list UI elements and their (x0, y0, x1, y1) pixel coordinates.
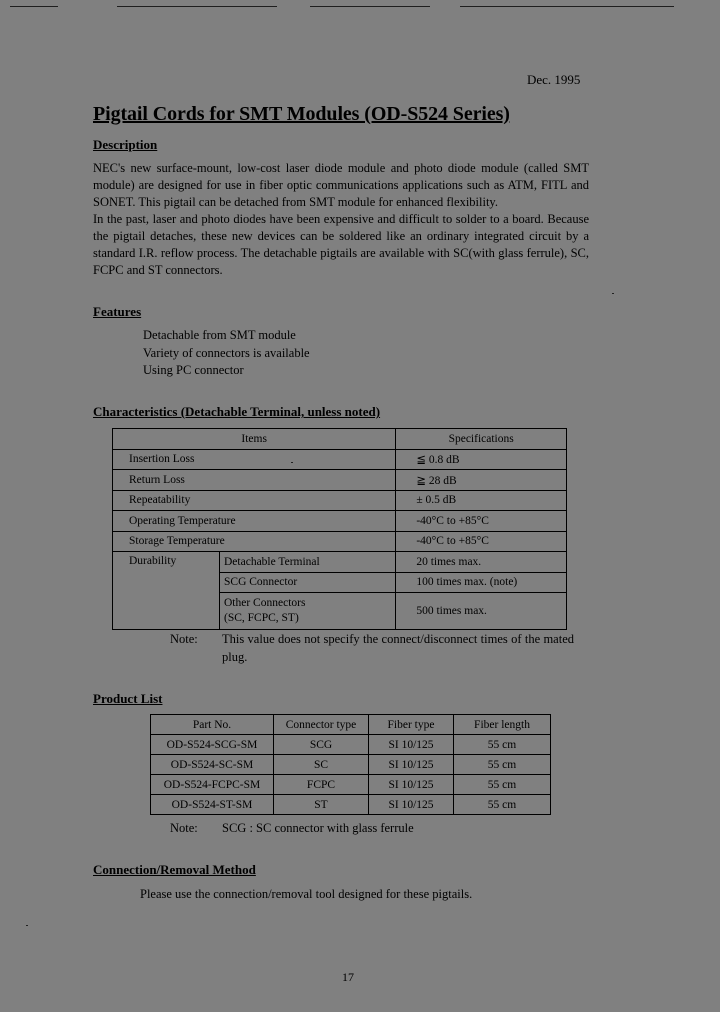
connector-type-cell: FCPC (274, 775, 369, 795)
spec-cell: ≧ 28 dB (396, 470, 567, 491)
fiber-type-cell: SI 10/125 (369, 775, 454, 795)
characteristics-heading: Characteristics (Detachable Terminal, unless noted) (93, 404, 381, 419)
spec-cell: ± 0.5 dB (396, 490, 567, 511)
connector-type-cell: ST (274, 795, 369, 815)
feature-item: Using PC connector (143, 363, 244, 377)
feature-item: Variety of connectors is available (143, 345, 310, 360)
spec-cell: -40°C to +85°C (396, 511, 567, 532)
features-list (143, 327, 310, 380)
table-row (113, 470, 567, 491)
sub-item-line: Other Connectors (224, 597, 306, 609)
table-row (113, 449, 567, 470)
sub-item-line: (SC, FCPC, ST) (224, 612, 299, 624)
connector-type-cell: SCG (274, 735, 369, 755)
fiber-length-cell: 55 cm (454, 735, 551, 755)
top-rule-3 (310, 6, 430, 7)
part-number-cell: OD-S524-FCPC-SM (151, 775, 274, 795)
spec-cell: 20 times max. (396, 552, 567, 573)
description-paragraph-1: NEC's new surface-mount, low-cost laser diode module and photo diode module (called SMT module) are designed for use in fiber optic communications applications such as ATM, FITL and SONET. This pigtail can be detached from SMT module for enhanced flexibility. (93, 161, 589, 209)
table-row (113, 511, 567, 532)
connector-type-cell: SC (274, 755, 369, 775)
document-date: Dec. 1995 (527, 72, 581, 87)
characteristics-table (112, 428, 567, 630)
top-rule-1 (10, 6, 58, 7)
item-cell: Operating Temperature (113, 511, 396, 532)
part-number-cell: OD-S524-SCG-SM (151, 735, 274, 755)
column-header-specifications: Specifications (396, 429, 567, 450)
table-row (151, 795, 551, 815)
top-rule-4 (460, 6, 674, 7)
fiber-length-cell: 55 cm (454, 755, 551, 775)
table-row (113, 531, 567, 552)
product-note-label: Note: (170, 821, 198, 835)
sub-item-cell (220, 593, 396, 630)
fiber-length-cell: 55 cm (454, 795, 551, 815)
column-header: Connector type (274, 715, 369, 735)
table-row (113, 552, 567, 573)
column-header-items: Items (113, 429, 396, 450)
description-heading: Description (93, 137, 158, 152)
fiber-type-cell: SI 10/125 (369, 735, 454, 755)
item-cell: Repeatability (113, 490, 396, 511)
column-header: Part No. (151, 715, 274, 735)
durability-label: Durability (113, 552, 220, 630)
fiber-length-cell: 55 cm (454, 775, 551, 795)
table-row (151, 735, 551, 755)
fiber-type-cell: SI 10/125 (369, 755, 454, 775)
page-number: 17 (342, 970, 354, 984)
part-number-cell: OD-S524-SC-SM (151, 755, 274, 775)
scan-speck (26, 925, 28, 926)
table-header-row (151, 715, 551, 735)
sub-item-cell: SCG Connector (220, 572, 396, 593)
product-list-table (150, 714, 551, 815)
part-number-cell: OD-S524-ST-SM (151, 795, 274, 815)
table-row (151, 755, 551, 775)
sub-item-cell: Detachable Terminal (220, 552, 396, 573)
fiber-type-cell: SI 10/125 (369, 795, 454, 815)
spec-cell: 500 times max. (396, 593, 567, 630)
product-note-text: SCG : SC connector with glass ferrule (222, 821, 414, 835)
column-header: Fiber type (369, 715, 454, 735)
spec-cell: 100 times max. (note) (396, 572, 567, 593)
item-cell: Insertion Loss (113, 449, 396, 470)
scan-speck (291, 462, 293, 463)
characteristics-note-label: Note: (170, 632, 198, 646)
item-cell: Storage Temperature (113, 531, 396, 552)
spec-cell: -40°C to +85°C (396, 531, 567, 552)
item-cell: Return Loss (113, 470, 396, 491)
table-row (113, 490, 567, 511)
characteristics-note-text: This value does not specify the connect/disconnect times of the mated plug. (222, 632, 574, 664)
description-paragraph-2: In the past, laser and photo diodes have been expensive and difficult to solder to a board. Because the pigtail detaches, these new devices can be soldered like an ordinary integrated circuit by a standard I.R. reflow process. The detachable pigtails are available with SC(with glass ferrule), SC, FCPC and ST connectors. (93, 212, 589, 277)
feature-item: Detachable from SMT module (143, 328, 296, 342)
connection-text: Please use the connection/removal tool designed for these pigtails. (140, 887, 473, 901)
top-rule-2 (117, 6, 277, 7)
scan-speck (612, 293, 614, 294)
product-list-heading: Product List (93, 691, 163, 706)
table-row (151, 775, 551, 795)
features-heading: Features (93, 304, 142, 319)
table-header-row (113, 429, 567, 450)
connection-heading: Connection/Removal Method (93, 862, 256, 877)
spec-cell: ≦ 0.8 dB (396, 449, 567, 470)
page-title: Pigtail Cords for SMT Modules (OD-S524 Series) (93, 103, 510, 125)
column-header: Fiber length (454, 715, 551, 735)
